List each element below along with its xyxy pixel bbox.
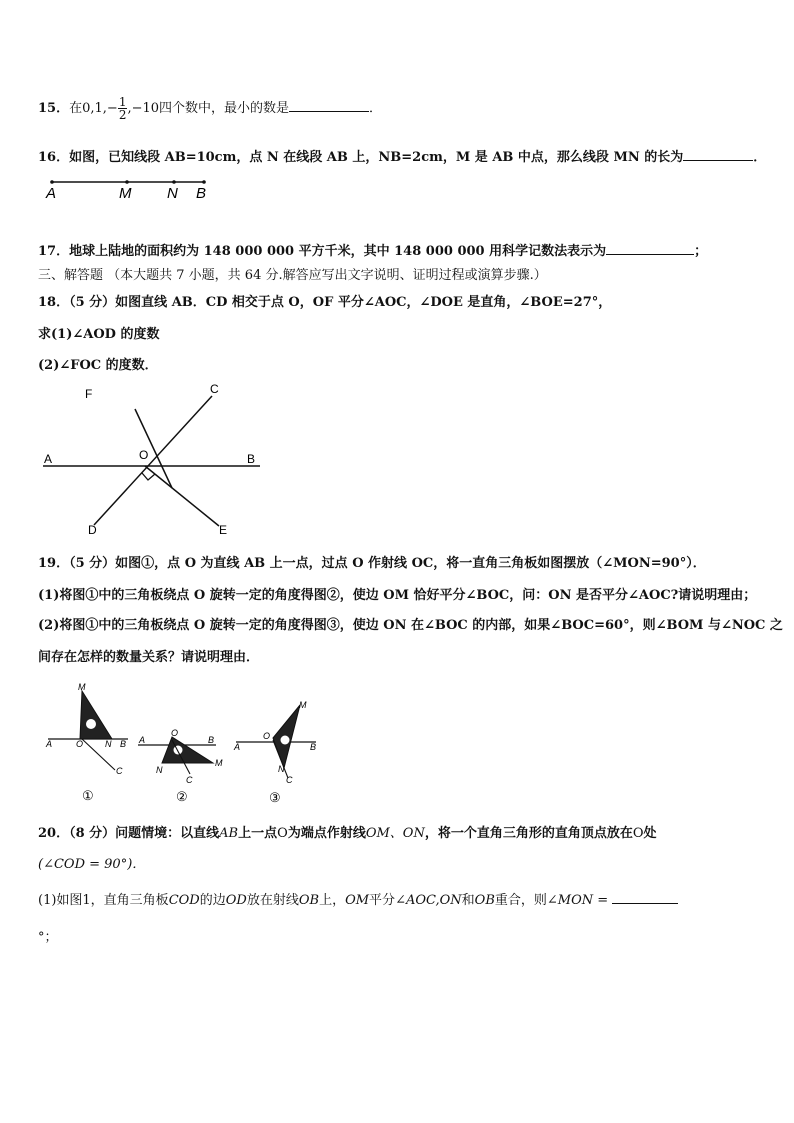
- q19-f1-label-a: A: [46, 739, 53, 749]
- q19-line-4-text: 间存在怎样的数量关系？请说明理由．: [38, 650, 260, 665]
- q20-line-3-cod: COD: [168, 893, 200, 908]
- q16-line: [38, 146, 766, 165]
- q15-frac-num: 1: [118, 95, 127, 109]
- q20-line-3-e: 平分: [369, 893, 396, 908]
- q20-line-3-b: 的边: [199, 893, 226, 908]
- q19-line-2-text: (1)将图①中的三角板绕点 O 旋转一定的角度得图②，使边 OM 恰好平分∠BOC，问：ON 是否平分∠AOC?请说明理由；: [38, 588, 757, 603]
- q15-number: 15．: [38, 101, 70, 116]
- q19-f2-caption: ②: [176, 789, 188, 804]
- q15-text-before: 在: [69, 101, 83, 116]
- q19-figure-1: [45, 682, 128, 803]
- q15-line: [38, 96, 382, 121]
- q20-line-3-mon: ∠MON =: [546, 893, 609, 908]
- q20-line-1-d: ，将一个直角三角形的直角顶点放在: [424, 826, 633, 841]
- q20-line-1-c: 为端点作射线: [287, 826, 366, 841]
- q16-text: 16．如图，已知线段 AB=10cm，点 N 在线段 AB 上，NB=2cm，M 是 AB 中点，那么线段 MN 的长为: [38, 150, 684, 165]
- q19-line-3: [38, 614, 783, 633]
- q19-f1-label-b: B: [120, 739, 127, 749]
- q15-frac-den: 2: [118, 108, 127, 122]
- q16-label-n: N: [167, 185, 178, 202]
- q19-f1-label-m: M: [78, 682, 86, 692]
- section-3-text: 三、解答题 （本大题共 7 小题，共 64 分.解答应写出文字说明、证明过程或演算步骤.）: [38, 268, 547, 283]
- q16-label-m: M: [119, 185, 132, 202]
- q20-line-3-d: 上，: [319, 893, 346, 908]
- q18-intersecting-lines-figure: [38, 382, 278, 542]
- q18-label-b: B: [247, 452, 256, 466]
- q18-label-a: A: [44, 452, 53, 466]
- q16-label-a: A: [46, 185, 57, 202]
- q18-line-3: [38, 354, 158, 373]
- q19-line-3-text: (2)将图①中的三角板绕点 O 旋转一定的角度得图③，使边 ON 在∠BOC 的内部，如果∠BOC=60°，则∠BOM 与∠NOC 之: [38, 618, 783, 633]
- q19-f3-label-o: O: [263, 731, 271, 741]
- q19-triangle-figures: [40, 680, 330, 810]
- q20-line-3: [38, 889, 678, 908]
- q19-f2-label-c: C: [186, 775, 193, 785]
- q19-f2-label-m: M: [215, 758, 223, 768]
- q18-line-2: [38, 323, 159, 342]
- q20-line-3-g: 重合，则: [494, 893, 547, 908]
- q20-line-2-text: (∠COD = 90°)．: [38, 857, 146, 872]
- q19-line-4: [38, 646, 259, 665]
- q19-f2-label-n: N: [156, 765, 163, 775]
- q19-line-1: [38, 552, 706, 571]
- q15-fraction: [118, 96, 128, 121]
- q19-f3-label-a: A: [234, 742, 241, 752]
- q20-line-1-ab: AB: [219, 826, 239, 841]
- q19-line-1-text: 19．（5 分）如图①，点 O 为直线 AB 上一点，过点 O 作射线 OC，将一直角三角板如图摆放（∠MON=90°）．: [38, 556, 706, 571]
- q16-label-b: B: [196, 185, 207, 202]
- q20-line-3-f: 和: [461, 893, 475, 908]
- q20-line-1-o: O: [277, 826, 288, 841]
- q20-line-1-rays: OM、ON: [365, 826, 425, 841]
- q16-answer-blank[interactable]: [683, 148, 753, 161]
- q20-line-3-c: 放在射线: [246, 893, 299, 908]
- q19-f1-label-n: N: [105, 739, 112, 749]
- q19-figure-2: [138, 728, 223, 804]
- q20-answer-blank[interactable]: [612, 891, 678, 904]
- q15-values-b: ,−10: [127, 101, 160, 116]
- q19-f3-caption: ③: [269, 790, 281, 805]
- q18-line-3-text: (2)∠FOC 的度数．: [38, 358, 158, 373]
- q17-text: 17．地球上陆地的面积约为 148 000 000 平方千米，其中 148 000 000 用科学记数法表示为: [38, 244, 607, 259]
- q16-segment-figure: [40, 175, 240, 205]
- q20-line-1: [38, 822, 657, 841]
- q15-text-after: 四个数中，最小的数是: [159, 101, 290, 116]
- q19-f2-label-a: A: [139, 735, 146, 745]
- q20-line-1-a: 20．（8 分）问题情境：以直线: [38, 826, 220, 841]
- q20-line-3-om: OM: [345, 893, 370, 908]
- q20-line-4: [38, 926, 58, 945]
- q15-end: ．: [369, 101, 383, 116]
- q15-values-a: 0,1,−: [82, 101, 118, 116]
- q18-line-1: [38, 291, 611, 310]
- q20-line-3-a: (1)如图1，直角三角板: [38, 893, 169, 908]
- q17-end: ；: [694, 244, 708, 259]
- q20-line-1-e: 处: [643, 826, 657, 841]
- q17-line: [38, 240, 707, 259]
- q18-line-1-text: 18．（5 分）如图直线 AB．CD 相交于点 O，OF 平分∠AOC，∠DOE 是直角，∠BOE=27°，: [38, 295, 612, 310]
- q19-f2-label-b: B: [208, 735, 215, 745]
- q19-f3-label-m: M: [299, 700, 307, 710]
- q20-line-1-b: 上一点: [238, 826, 278, 841]
- q20-line-1-o2: O: [632, 826, 644, 841]
- q18-label-f: F: [85, 387, 93, 401]
- q18-label-c: C: [210, 382, 219, 396]
- q19-f2-label-o: O: [171, 728, 179, 738]
- q19-f3-label-b: B: [310, 742, 317, 752]
- q19-line-2: [38, 584, 756, 603]
- q16-end: ．: [753, 150, 767, 165]
- q17-answer-blank[interactable]: [606, 242, 694, 255]
- q19-f1-label-c: C: [116, 766, 123, 776]
- q20-line-4-text: °；: [38, 930, 58, 945]
- q19-figure-3: [233, 700, 316, 805]
- q20-line-2: [38, 853, 145, 872]
- section-3-heading: [38, 264, 547, 283]
- q18-label-d: D: [88, 523, 97, 537]
- q19-f1-label-o: O: [76, 739, 84, 749]
- q19-f1-caption: ①: [82, 788, 94, 803]
- q19-f3-label-c: C: [286, 775, 293, 785]
- q18-line-2-text: 求(1)∠AOD 的度数: [38, 327, 160, 342]
- q20-line-3-ob2: OB: [474, 893, 495, 908]
- q20-line-3-od: OD: [225, 893, 247, 908]
- q19-f3-label-n: N: [278, 764, 285, 774]
- q18-label-e: E: [219, 523, 228, 537]
- q18-label-o: O: [139, 448, 149, 462]
- q15-answer-blank[interactable]: [289, 99, 369, 112]
- q20-line-3-ob: OB: [298, 893, 320, 908]
- q20-line-3-aoc: ∠AOC,ON: [395, 893, 462, 908]
